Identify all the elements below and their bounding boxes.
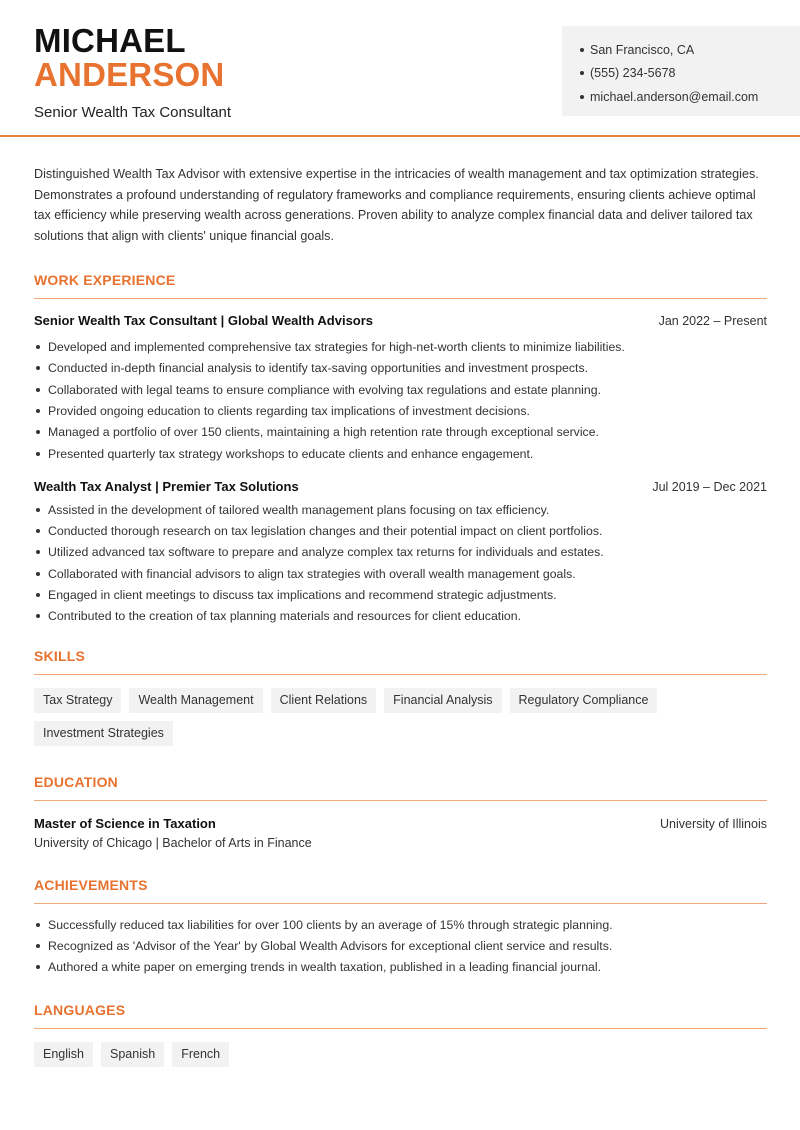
phone-text: (555) 234-5678 [590,66,676,81]
contact-box [562,26,800,116]
bullet-icon [580,95,584,99]
bullet-text: Authored a white paper on emerging trends in wealth taxation, published in a leading financial journal. [48,960,602,975]
section-title-languages: LANGUAGES [34,1002,767,1029]
bullet-text: Utilized advanced tax software to prepare and analyze complex tax returns for individuals and estates. [48,545,604,560]
job-date: Jul 2019 – Dec 2021 [652,480,767,495]
list-item [34,379,767,400]
section-title-education: EDUCATION [34,774,767,801]
bullet-text: Provided ongoing education to clients regarding tax implications of investment decisions. [48,403,530,418]
skills-section [34,648,767,746]
list-item [34,499,767,520]
contact-email [580,85,800,109]
bullet-icon [36,366,40,370]
last-name: ANDERSON [34,56,225,93]
section-title-work: WORK EXPERIENCE [34,272,767,299]
contact-location [580,38,800,62]
contact-phone [580,62,800,86]
skill-tag: Investment Strategies [34,721,173,746]
education-subline: University of Chicago | Bachelor of Arts in Finance [34,835,312,850]
skill-tag: Financial Analysis [384,688,501,713]
bullet-icon [36,529,40,533]
list-item [34,520,767,541]
bullet-icon [36,593,40,597]
bullet-text: Recognized as 'Advisor of the Year' by Global Wealth Advisors for exceptional client service and results. [48,938,613,953]
section-title-skills: SKILLS [34,648,767,675]
bullet-icon [580,71,584,75]
bullet-text: Assisted in the development of tailored wealth management plans focusing on tax efficiency. [48,502,550,517]
bullet-icon [36,572,40,576]
list-item [34,563,767,584]
skill-tag: Regulatory Compliance [510,688,658,713]
job-entry [34,313,767,464]
job-date: Jan 2022 – Present [658,314,767,329]
education-school: University of Illinois [660,816,767,831]
bullet-icon [36,430,40,434]
bullet-icon [580,48,584,52]
list-item [34,584,767,605]
bullet-icon [36,345,40,349]
education-header [34,816,767,831]
achievements-list [34,914,767,978]
job-role: Senior Wealth Tax Consultant | Global Wealth Advisors [34,313,374,329]
bullet-text: Developed and implemented comprehensive tax strategies for high-net-worth clients to minimize liabilities. [48,340,625,355]
name-block [34,24,231,121]
resume-header [0,0,800,137]
bullet-icon [36,614,40,618]
list-item [34,935,767,956]
job-header [34,313,767,328]
language-tag: Spanish [101,1042,164,1067]
work-experience-section [34,272,767,627]
skills-tags [34,688,767,746]
section-title-achievements: ACHIEVEMENTS [34,877,767,904]
bullet-icon [36,944,40,948]
list-item [34,443,767,464]
bullet-icon [36,388,40,392]
bullet-text: Engaged in client meetings to discuss tax implications and recommend strategic adjustments. [48,587,557,602]
bullet-text: Managed a portfolio of over 150 clients, maintaining a high retention rate through exceptional service. [48,425,599,440]
bullet-icon [36,965,40,969]
list-item [34,400,767,421]
job-header [34,479,767,494]
list-item [34,914,767,935]
bullet-icon [36,923,40,927]
list-item [34,358,767,379]
summary: Distinguished Wealth Tax Advisor with extensive expertise in the intricacies of wealth management and tax optimization strategies. Demonstrates a profound understanding of regulatory frameworks and compliance requirements, ensuring clients achieve optimal tax efficiency while preserving wealth across generations. Proven ability to analyze complex financial data and deliver tailored tax solutions that align with clients' unique financial goals. [34,167,759,243]
skill-tag: Tax Strategy [34,688,121,713]
list-item [34,422,767,443]
bullet-text: Collaborated with financial advisors to align tax strategies with overall wealth management goals. [48,566,576,581]
list-item [34,336,767,357]
languages-section [34,1002,767,1067]
language-tag: French [172,1042,229,1067]
resume-body [34,164,767,1067]
list-item [34,606,767,627]
skill-tag: Client Relations [271,688,377,713]
bullet-text: Collaborated with legal teams to ensure compliance with evolving tax regulations and estate planning. [48,382,602,397]
email-text: michael.anderson@email.com [590,89,759,104]
education-section [34,774,767,850]
list-item [34,957,767,978]
list-item [34,542,767,563]
first-name: MICHAEL [34,22,186,59]
skill-tag: Wealth Management [129,688,262,713]
bullet-text: Successfully reduced tax liabilities for over 100 clients by an average of 15% through strategic planning. [48,917,613,932]
job-bullets [34,499,767,627]
education-degree: Master of Science in Taxation [34,815,216,831]
location-text: San Francisco, CA [590,42,695,57]
bullet-icon [36,550,40,554]
achievements-section [34,877,767,978]
languages-tags [34,1042,767,1067]
bullet-icon [36,508,40,512]
job-title: Senior Wealth Tax Consultant [34,104,232,121]
bullet-icon [36,409,40,413]
bullet-icon [36,452,40,456]
job-entry [34,479,767,627]
language-tag: English [34,1042,93,1067]
bullet-text: Contributed to the creation of tax planning materials and resources for client education. [48,609,522,624]
bullet-text: Presented quarterly tax strategy workshops to educate clients and enhance engagement. [48,446,534,461]
job-bullets [34,336,767,464]
job-role: Wealth Tax Analyst | Premier Tax Solutions [34,479,299,495]
bullet-text: Conducted thorough research on tax legislation changes and their potential impact on client portfolios. [48,524,603,539]
bullet-text: Conducted in-depth financial analysis to identify tax-saving opportunities and investment prospects. [48,361,589,376]
